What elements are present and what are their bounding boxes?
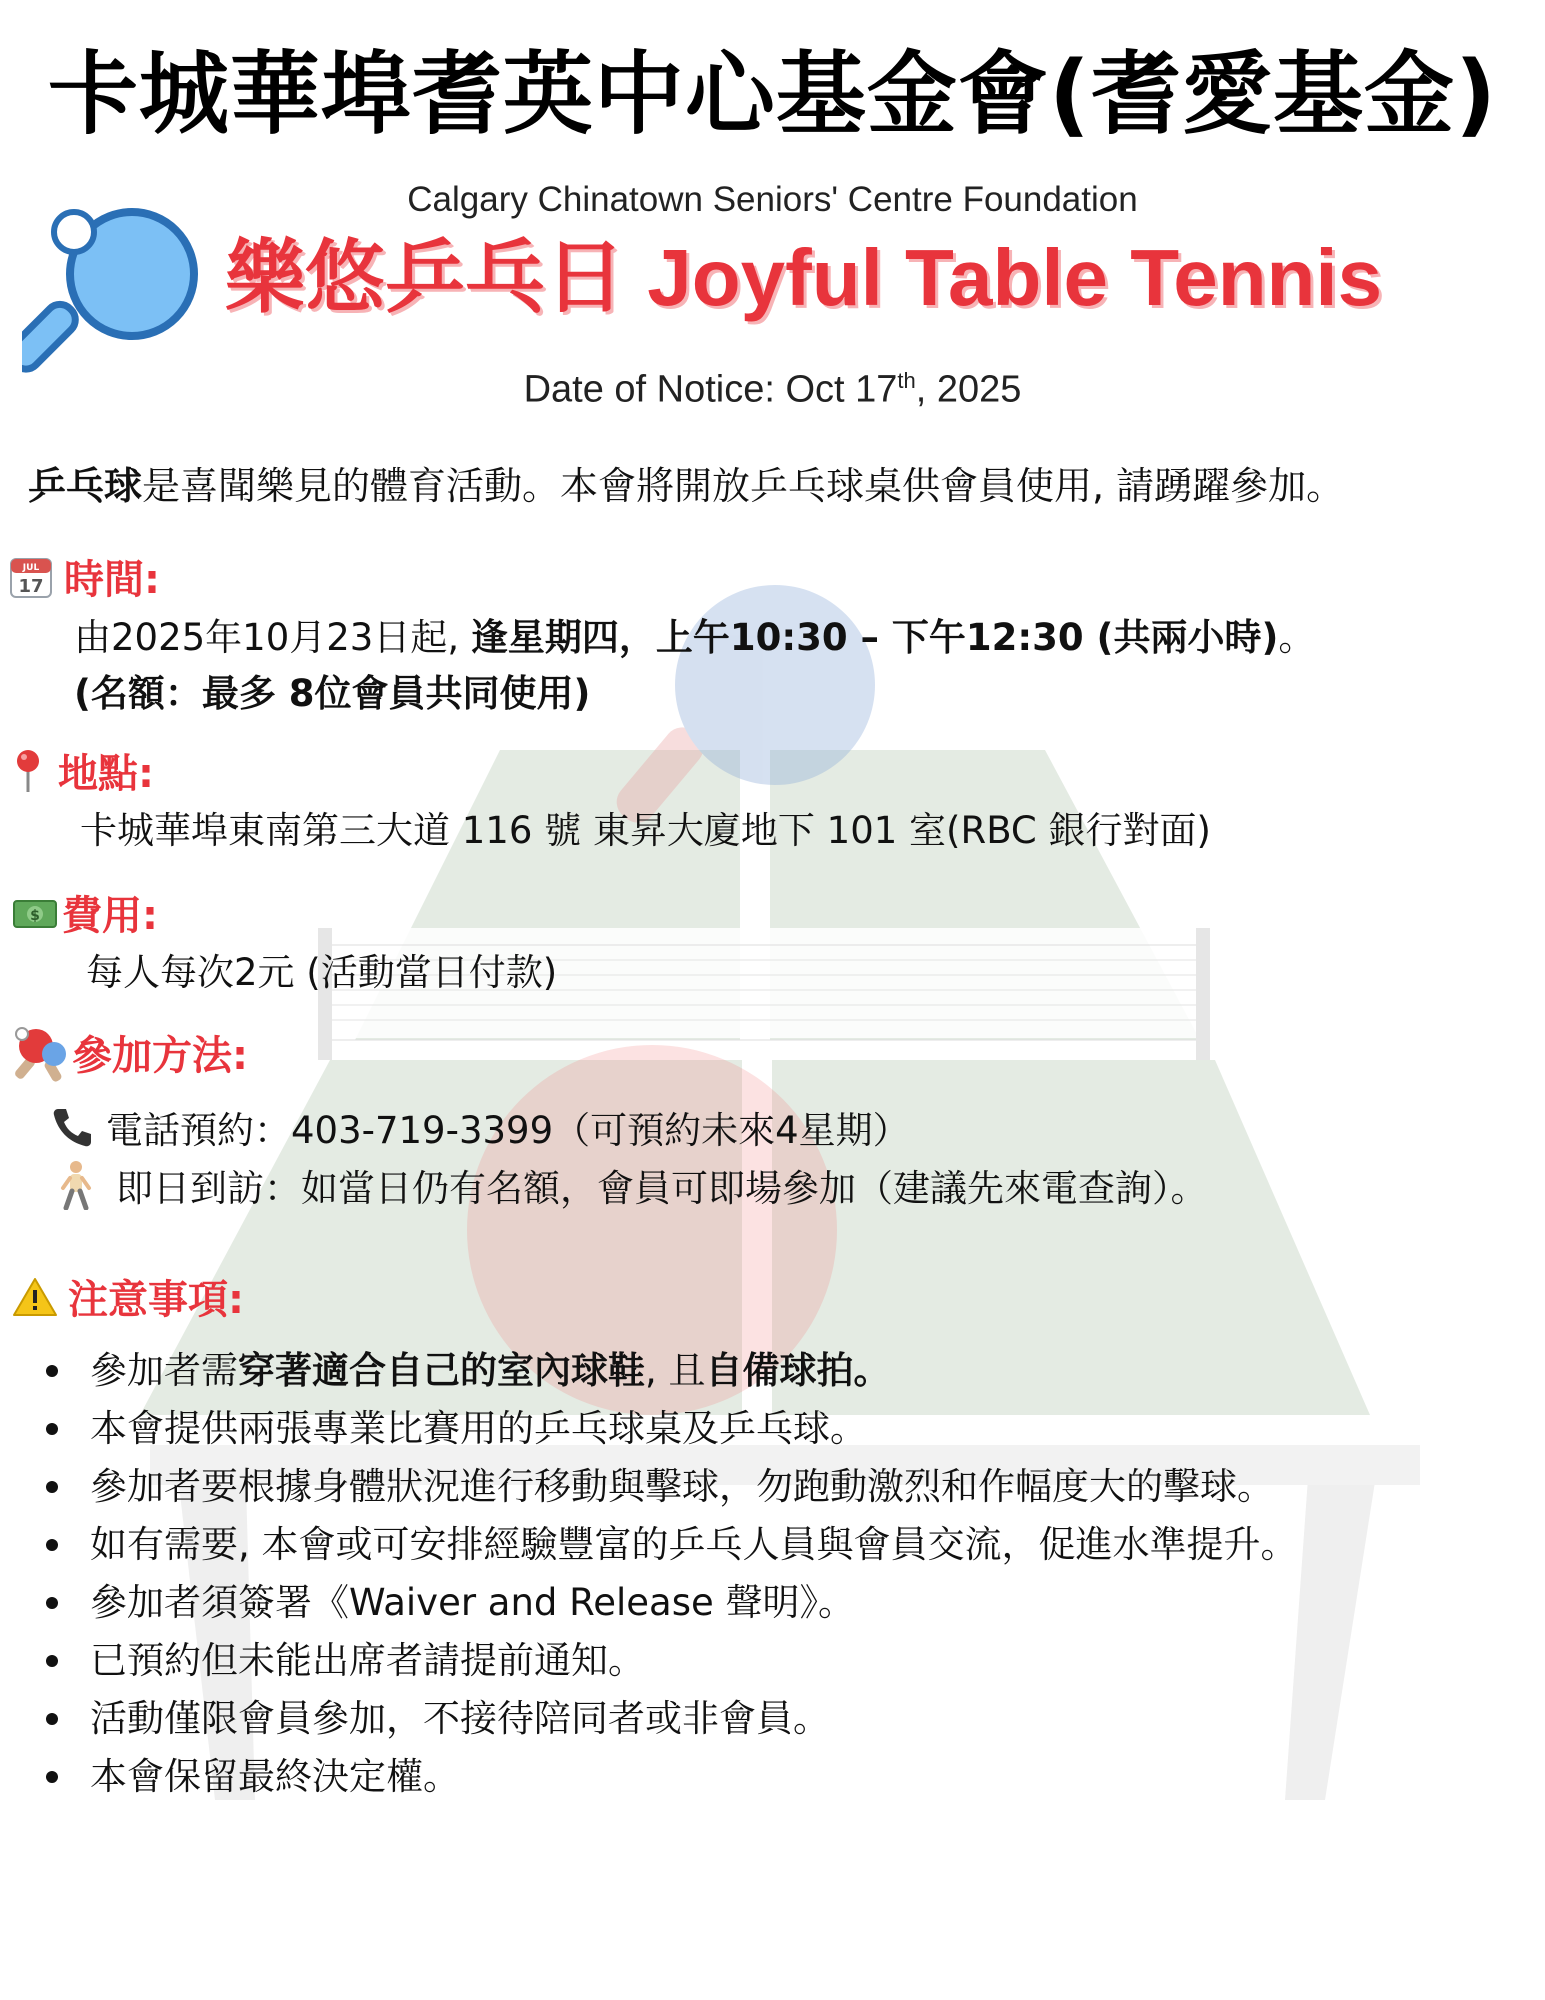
fee-heading-label: 費用: — [62, 893, 158, 939]
location-heading-label: 地點: — [58, 751, 154, 797]
join-heading-label: 參加方法: — [72, 1032, 248, 1079]
phone-booking-line — [50, 1100, 910, 1154]
notes-section-heading — [12, 1268, 244, 1325]
fee-text: 每人每次2元 (活動當日付款) — [86, 951, 558, 994]
event-title: 樂悠乒乓日 Joyful Table Tennis — [225, 233, 1383, 322]
organization-name-english: Calgary Chinatown Seniors' Centre Foundation — [407, 180, 1138, 219]
svg-text:JUL: JUL — [22, 562, 40, 573]
table-tennis-paddle-icon — [22, 206, 202, 376]
capacity-line: (名額：最多 8位會員共同使用) — [74, 672, 591, 715]
list-item: 本會保留最終決定權。 — [40, 1748, 1298, 1806]
phone-icon — [50, 1105, 94, 1149]
organization-name-chinese: 卡城華埠耆英中心基金會(耆愛基金) — [47, 42, 1498, 147]
fee-section-heading — [12, 884, 158, 941]
location-section-heading — [10, 742, 154, 799]
list-item: 已預約但未能出席者請提前通知。 — [40, 1632, 1298, 1690]
walk-in-text: 即日到訪：如當日仍有名額，會員可即場參加（建議先來電查詢）。 — [116, 1167, 1208, 1210]
money-icon — [12, 895, 58, 931]
time-schedule-line: 由2025年10月23日起, 逢星期四，上午10:30 – 下午12:30 (共兩小時)。 — [74, 616, 1316, 659]
pin-icon — [10, 748, 46, 794]
list-item: 參加者要根據身體狀況進行移動與擊球，勿跑動激烈和作幅度大的擊球。 — [40, 1458, 1298, 1516]
intro-bold: 乒乓球 — [28, 464, 143, 508]
intro-paragraph — [28, 455, 1344, 510]
join-section-heading — [10, 1022, 248, 1082]
time-heading-label: 時間: — [64, 557, 160, 603]
notes-heading-label: 注意事項: — [68, 1277, 244, 1323]
walking-person-icon — [56, 1160, 96, 1210]
time-section-heading — [8, 548, 160, 605]
list-item: 本會提供兩張專業比賽用的乒乓球桌及乒乓球。 — [40, 1400, 1298, 1458]
phone-booking-text: 電話預約：403-719-3399（可預約未來4星期） — [106, 1109, 910, 1152]
list-item: 參加者需穿著適合自己的室內球鞋, 且自備球拍。 — [40, 1342, 1298, 1400]
walk-in-line — [56, 1158, 1208, 1212]
calendar-icon — [8, 554, 54, 600]
location-address: 卡城華埠東南第三大道 116 號 東昇大廈地下 101 室(RBC 銀行對面) — [80, 809, 1211, 852]
list-item: 如有需要, 本會或可安排經驗豐富的乒乓人員與會員交流，促進水準提升。 — [40, 1516, 1298, 1574]
ping-pong-icon — [10, 1022, 72, 1082]
list-item: 參加者須簽署《Waiver and Release 聲明》。 — [40, 1574, 1298, 1632]
notes-list — [40, 1342, 1298, 1806]
list-item: 活動僅限會員參加，不接待陪同者或非會員。 — [40, 1690, 1298, 1748]
warning-icon — [12, 1276, 58, 1318]
svg-text:17: 17 — [18, 575, 44, 597]
notice-date: Date of Notice: Oct 17th, 2025 — [523, 368, 1022, 411]
intro-text: 是喜聞樂見的體育活動。本會將開放乒乓球桌供會員使用, 請踴躍參加。 — [142, 464, 1345, 508]
svg-text:$: $ — [30, 907, 40, 924]
